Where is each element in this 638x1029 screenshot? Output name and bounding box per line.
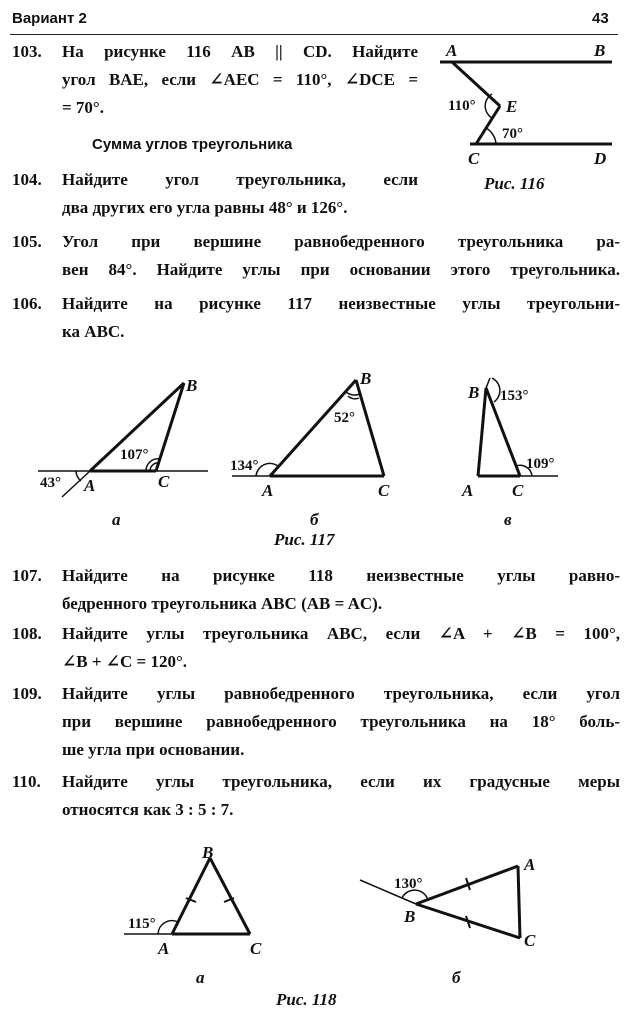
problem-number: 107. (12, 566, 42, 585)
label-c: C (250, 939, 262, 958)
problem-text-line: при вершине равнобедренного треугольника на 18° боль- (62, 712, 620, 731)
label-a: A (524, 855, 536, 874)
figure-117v (440, 372, 620, 502)
figure-117a-sub: а (112, 510, 121, 529)
problem-text-line: ∠B + ∠C = 120°. (62, 652, 188, 671)
figure-118-caption: Рис. 118 (276, 990, 337, 1009)
problem-number: 104. (12, 170, 42, 189)
problem-number: 105. (12, 232, 42, 251)
figure-117a (38, 375, 218, 505)
figure-118a (112, 840, 292, 970)
problem-text-line: Найдите углы равнобедренного треугольника, если угол (62, 684, 620, 703)
label-a: A (446, 41, 458, 60)
problem-text-line: ше угла при основании. (62, 740, 245, 759)
extension-ray (486, 378, 490, 388)
section-title: Сумма углов треугольника (92, 136, 293, 153)
side-ac (518, 866, 520, 938)
angle-arc-b (492, 378, 500, 402)
figure-117-caption: Рис. 117 (274, 530, 335, 549)
problem-text-line: Найдите на рисунке 118 неизвестные углы равно- (62, 566, 620, 585)
problem-number: 109. (12, 684, 42, 703)
label-b: B (360, 369, 372, 388)
problem-text-line: Найдите угол треугольника, если (62, 170, 418, 189)
figure-117b-sub: б (310, 510, 319, 529)
problem-text-line: Найдите на рисунке 117 неизвестные углы треугольни- (62, 294, 620, 313)
angle-b-label: 153° (500, 388, 529, 404)
problem-text-line: угол BAE, если ∠AEC = 110°, ∠DCE = (62, 70, 418, 89)
label-b: B (594, 41, 606, 60)
page-number: 43 (592, 10, 609, 27)
angle-arc-c (486, 128, 496, 144)
problem-text-line: относятся как 3 : 5 : 7. (62, 800, 234, 819)
angle-dce-label: 70° (502, 126, 523, 142)
label-c: C (378, 481, 390, 500)
figure-117b (226, 368, 406, 498)
angle-b-label: 52° (334, 410, 355, 426)
problem-text-line: На рисунке 116 AB || CD. Найдите (62, 42, 418, 61)
label-b: B (404, 907, 416, 926)
figure-118b (356, 840, 556, 970)
angle-arc-b (346, 392, 360, 395)
label-d: D (594, 149, 607, 168)
angle-a-label: 115° (128, 916, 156, 932)
angle-c-label: 109° (526, 456, 555, 472)
problem-text-line: вен 84°. Найдите углы при основании этого треугольника. (62, 260, 620, 279)
problem-text-line: = 70°. (62, 98, 104, 117)
side-ab (270, 380, 356, 476)
angle-arc-b-inner (348, 396, 359, 399)
header-rule (10, 34, 618, 35)
side-ba (416, 866, 518, 904)
label-c: C (524, 931, 536, 950)
label-b: B (468, 383, 480, 402)
problem-text-line: Найдите углы треугольника, если их градусные меры (62, 772, 620, 791)
label-b: B (186, 376, 198, 395)
problem-text-line: ка ABC. (62, 322, 125, 341)
problem-number: 106. (12, 294, 42, 313)
side-bc (356, 380, 384, 476)
label-a: A (462, 481, 474, 500)
problem-text-line: бедренного треугольника ABC (AB = AC). (62, 594, 383, 613)
angle-c-label: 107° (120, 447, 149, 463)
label-a: A (84, 476, 96, 495)
figure-116-caption: Рис. 116 (484, 174, 545, 193)
problem-text-line: Угол при вершине равнобедренного треугольника ра- (62, 232, 620, 251)
label-a: A (262, 481, 274, 500)
figure-118b-sub: б (452, 968, 461, 987)
angle-b-label: 130° (394, 876, 423, 892)
label-b: B (202, 843, 214, 862)
problem-number: 103. (12, 42, 42, 61)
problem-number: 108. (12, 624, 42, 643)
figure-117v-sub: в (504, 510, 512, 529)
angle-arc-a (76, 471, 81, 481)
angle-aec-label: 110° (448, 98, 476, 114)
label-c: C (512, 481, 524, 500)
label-a: A (158, 939, 170, 958)
problem-number: 110. (12, 772, 41, 791)
angle-a-label: 43° (40, 475, 61, 491)
problem-text-line: два других его угла равны 48° и 126°. (62, 198, 348, 217)
segment-ec (476, 106, 500, 144)
label-c: C (158, 472, 170, 491)
problem-text-line: Найдите углы треугольника ABC, если ∠A + ∠B = 100°, (62, 624, 620, 643)
variant-title: Вариант 2 (12, 10, 87, 27)
angle-a-label: 134° (230, 458, 259, 474)
label-c: C (468, 149, 480, 168)
figure-118a-sub: а (196, 968, 205, 987)
label-e: E (506, 97, 518, 116)
side-bc (210, 858, 250, 934)
